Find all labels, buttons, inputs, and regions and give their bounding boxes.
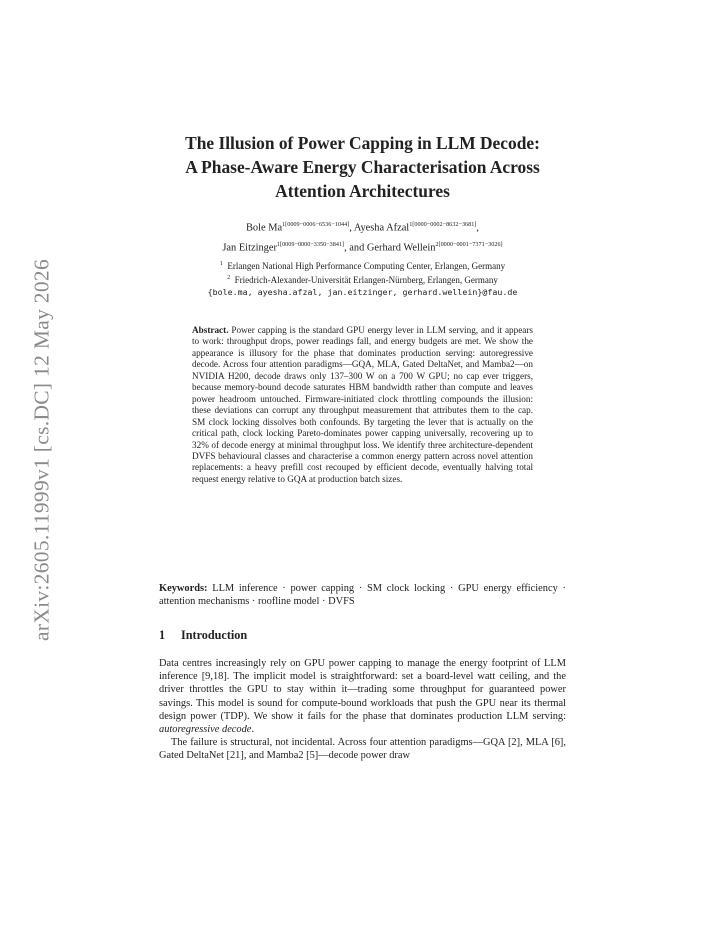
keywords-label: Keywords: xyxy=(159,583,208,594)
author-name: Ayesha Afzal xyxy=(353,222,410,234)
section-title: Introduction xyxy=(181,628,248,642)
author-orcid: 1[0000−0002−8632−3681] xyxy=(409,221,477,228)
author-orcid: 1[0009−0000−3350−3841] xyxy=(276,241,345,249)
author-list xyxy=(159,216,566,257)
author-line-1 xyxy=(159,216,566,236)
section-number: 1 xyxy=(159,628,166,642)
keywords xyxy=(159,582,566,608)
abstract xyxy=(192,325,533,485)
affiliation-text: Erlangen National High Performance Computing Center, Erlangen, Germany xyxy=(227,261,506,271)
author-orcid: 1[0009−0006−6536−1044] xyxy=(282,221,350,228)
author-name: Gerhard Wellein xyxy=(366,242,436,254)
author-line-2 xyxy=(159,236,566,256)
affiliation-marker: 2 xyxy=(227,275,231,281)
abstract-label: Abstract. xyxy=(192,325,229,335)
author-separator: , xyxy=(476,222,479,234)
arxiv-identifier: arXiv:2605.11999v1 [cs.DC] 12 May 2026 xyxy=(29,258,54,642)
affiliation-text: Friedrich-Alexander-Universität Erlangen-Nürnberg, Erlangen, Germany xyxy=(234,275,498,285)
title-line: The Illusion of Power Capping in LLM Decode: xyxy=(185,133,540,153)
affiliation xyxy=(159,272,566,286)
section-heading xyxy=(159,628,566,643)
affiliations xyxy=(159,258,566,298)
paragraph xyxy=(159,657,566,736)
author-name: Bole Ma xyxy=(246,222,283,234)
paragraph-text: . xyxy=(251,724,255,736)
affiliation-marker: 1 xyxy=(219,261,223,267)
paper-title xyxy=(159,131,566,203)
introduction-body xyxy=(159,657,566,763)
paragraph: The failure is structural, not incidental. Across four attention paradigms—GQA [2], MLA [6], Gated DeltaNet [21], and Mamba2 [5]—decode power draw xyxy=(159,737,566,762)
author-separator: , xyxy=(349,222,354,234)
arxiv-sidebar xyxy=(27,255,57,645)
author-emails: {bole.ma, ayesha.afzal, jan.eitzinger, gerhard.wellein}@fau.de xyxy=(207,287,518,297)
affiliation xyxy=(159,258,566,272)
author-name: Jan Eitzinger xyxy=(222,242,277,254)
author-orcid: 2[0000−0001−7371−3026] xyxy=(435,241,503,249)
author-separator: , and xyxy=(344,242,367,254)
title-line: Attention Architectures xyxy=(275,181,450,201)
title-line: A Phase-Aware Energy Characterisation Across xyxy=(185,157,540,177)
emphasis-text: autoregressive decode xyxy=(159,724,252,736)
paragraph-text: Data centres increasingly rely on GPU power capping to manage the energy footprint of LLM inference [9,18]. The implicit model is straightforward: set a board-level watt ceiling, and the driver throttles the GPU to stay within it—trading some throughput for guaranteed power savings. This model is sound for compute-bound workloads that push the GPU near its thermal design power (TDP). We show it fails for the phase that dominates production LLM serving: xyxy=(159,658,566,722)
abstract-text: Power capping is the standard GPU energy lever in LLM serving, and it appears to work: throughput drops, power readings fall, and energy budgets are met. We show the appearance is illusory for the phase that dominates production serving: autoregressive decode. Across four attention paradigms—GQA, MLA, Gated DeltaNet, and Mamba2—on NVIDIA H200, decode draws only 137–300 W on a 700 W GPU; no cap ever triggers, because memory-bound decode saturates HBM bandwidth rather than compute and leaves power headroom untouched. Firmware-initiated clock throttling compounds the illusion: these deviations can corrupt any throughput measurement that attributes them to the cap. SM clock locking dissolves both confounds. By targeting the lever that is actually on the critical path, clock locking Pareto-dominates power capping universally, recovering up to 32% of decode energy at minimal throughput loss. We identify three architecture-dependent DVFS behavioural classes and characterise a common energy pattern across novel attention replacements: a heavy prefill cost recouped by efficient decode, eventually halving total request energy relative to GQA at production batch sizes. xyxy=(192,325,533,484)
keywords-text: LLM inference · power capping · SM clock locking · GPU energy efficiency · attention mechanisms · roofline model · DVFS xyxy=(159,583,566,608)
